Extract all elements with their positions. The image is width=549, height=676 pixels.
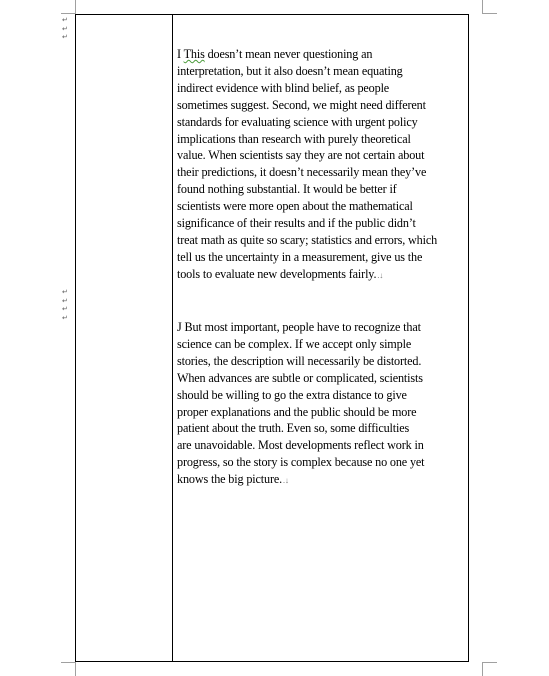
text-line: standards for evaluating science with urgent policy (177, 114, 418, 129)
document-table (75, 14, 469, 662)
table-left-column[interactable] (76, 15, 173, 661)
text-line: treat math as quite so scary; statistics and errors, which (177, 232, 438, 247)
text-line (177, 46, 469, 63)
text-line (177, 471, 469, 490)
margin-mark: ↵ (62, 288, 68, 296)
line-rest: doesn’t mean never questioning an (204, 47, 373, 61)
margin-marks-top (62, 16, 68, 42)
margin-mark: ↵ (62, 296, 68, 305)
paragraph-1[interactable] (177, 46, 469, 285)
paragraph-mark: .↓ (283, 476, 289, 486)
margin-mark: ↵ (62, 24, 68, 33)
text-line: their predictions, it doesn’t necessarily mean they’ve (177, 165, 427, 180)
text-line: found nothing substantial. It would be better if (177, 182, 397, 197)
text-line: value. When scientists say they are not certain about (177, 148, 425, 163)
margin-mark: ↵ (62, 313, 68, 322)
crop-mark (482, 0, 483, 14)
crop-mark (75, 0, 76, 14)
paragraph-2[interactable] (177, 319, 469, 490)
text-line: should be willing to go the extra distance to give (177, 387, 407, 402)
margin-mark: ↵ (62, 305, 68, 314)
text-line: sometimes suggest. Second, we might need different (177, 97, 426, 112)
text-line: science can be complex. If we accept only simple (177, 336, 412, 351)
text-line: scientists were more open about the mathematical (177, 199, 413, 214)
crop-mark (483, 662, 497, 663)
line-prefix: I (177, 47, 184, 61)
text-line: J But most important, people have to recognize that (177, 320, 421, 334)
spellcheck-word: This (183, 47, 205, 61)
text-line: indirect evidence with blind belief, as people (177, 80, 390, 95)
text-line: stories, the description will necessarily be distorted. (177, 353, 422, 368)
text-line (177, 266, 469, 285)
text-line: When advances are subtle or complicated, scientists (177, 370, 423, 385)
text-line: significance of their results and if the public didn’t (177, 216, 416, 231)
text-line: proper explanations and the public should be more (177, 404, 417, 419)
text-line: patient about the truth. Even so, some difficulties (177, 421, 410, 436)
crop-mark (482, 662, 483, 676)
crop-mark (75, 662, 76, 676)
margin-mark: ↵ (62, 33, 68, 42)
margin-marks-mid (62, 288, 68, 322)
paragraph-mark: .↓ (377, 270, 384, 280)
text-line: progress, so the story is complex because no one yet (177, 455, 425, 470)
line-text: knows the big picture. (177, 472, 283, 487)
crop-mark (61, 13, 75, 14)
line-text: tools to evaluate new developments fairly. (177, 266, 377, 281)
table-right-column[interactable] (173, 15, 468, 661)
crop-mark (61, 662, 75, 663)
text-line: tell us the uncertainty in a measurement, give us the (177, 249, 423, 264)
margin-mark: ↵ (62, 16, 68, 24)
crop-mark (483, 13, 497, 14)
text-line: are unavoidable. Most developments reflect work in (177, 438, 424, 453)
text-line: implications than research with purely theoretical (177, 131, 411, 146)
text-line: interpretation, but it also doesn’t mean equating (177, 63, 403, 78)
